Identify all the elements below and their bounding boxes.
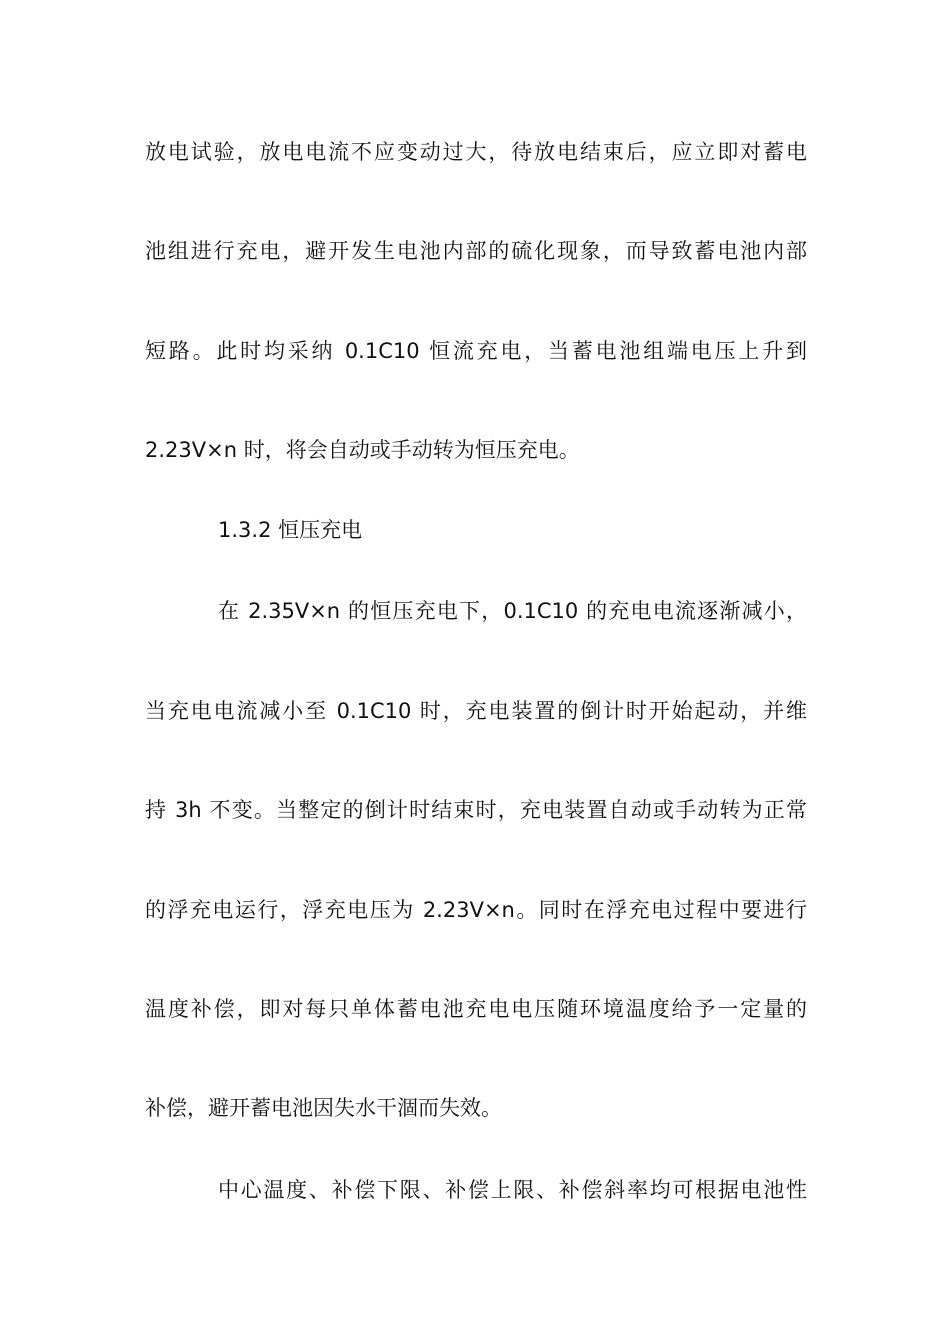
paragraph-line: 的浮充电运行，浮充电压为 2.23V×n。同时在浮充电过程中要进行 xyxy=(145,898,807,922)
paragraph-line: 补偿，避开蓄电池因失水干涸而失效。 xyxy=(145,1096,502,1120)
paragraph-line: 短路。此时均采纳 0.1C10 恒流充电，当蓄电池组端电压上升到 xyxy=(145,339,807,363)
paragraph-line: 放电试验，放电电流不应变动过大，待放电结束后，应立即对蓄电 xyxy=(145,140,807,164)
paragraph-line: 当充电电流减小至 0.1C10 时，充电装置的倒计时开始起动，并维 xyxy=(145,699,807,723)
paragraph-line: 温度补偿，即对每只单体蓄电池充电电压随环境温度给予一定量的 xyxy=(145,997,807,1021)
paragraph-line: 池组进行充电，避开发生电池内部的硫化现象，而导致蓄电池内部 xyxy=(145,239,807,263)
section-heading: 1.3.2 恒压充电 xyxy=(218,518,363,542)
paragraph-line: 2.23V×n 时，将会自动或手动转为恒压充电。 xyxy=(145,438,580,462)
paragraph-line: 持 3h 不变。当整定的倒计时结束时，充电装置自动或手动转为正常 xyxy=(145,798,807,822)
paragraph-line: 中心温度、补偿下限、补偿上限、补偿斜率均可根据电池性 xyxy=(218,1178,807,1202)
paragraph-line: 在 2.35V×n 的恒压充电下，0.1C10 的充电电流逐渐减小， xyxy=(218,599,807,623)
